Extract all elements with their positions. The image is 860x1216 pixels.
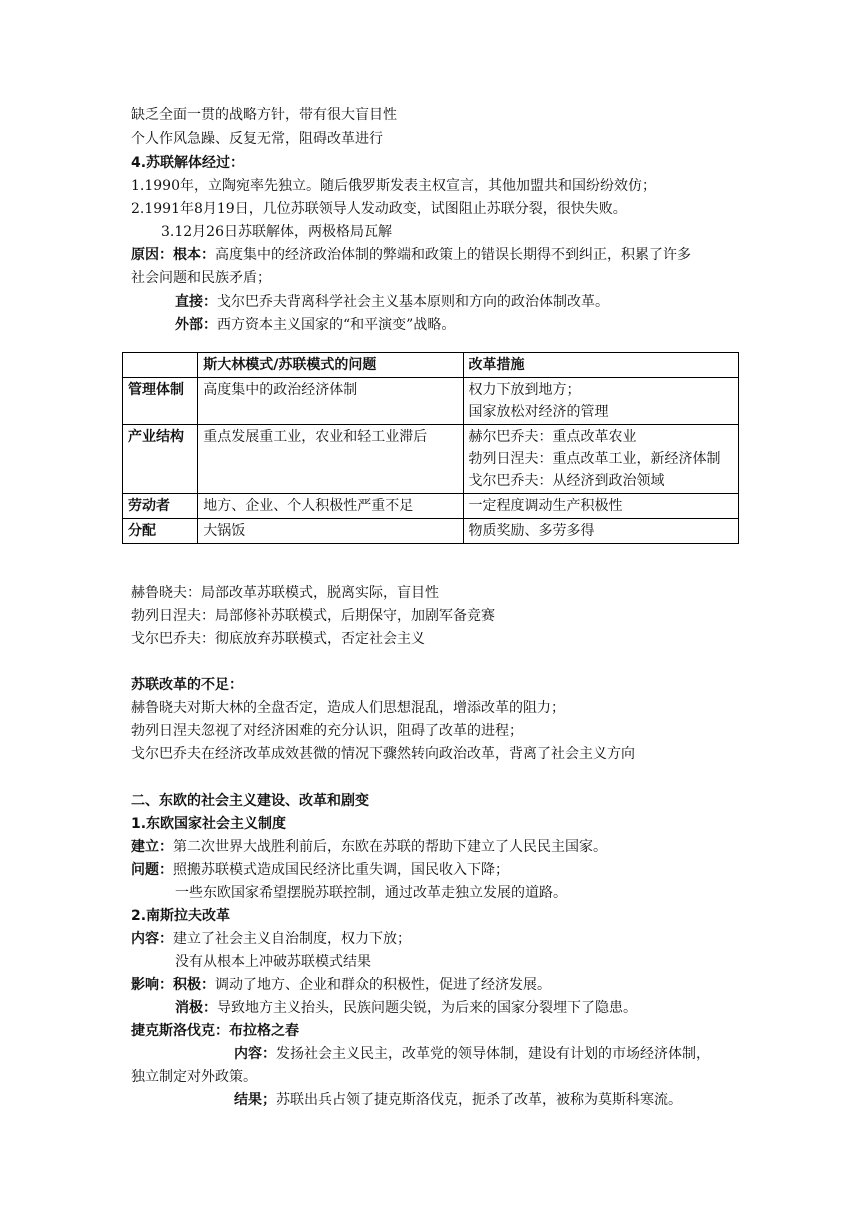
- table-cell-reform: [463, 425, 738, 494]
- table-row: [123, 494, 739, 519]
- negative-line: [175, 998, 637, 1018]
- table-cell-category: 分配: [123, 519, 198, 544]
- text-line: 一些东欧国家希望摆脱苏联控制，通过改革走独立发展的道路。: [175, 885, 567, 901]
- direct-text: 戈尔巴乔夫背离科学社会主义基本原则和方向的政治体制改革。: [217, 294, 609, 310]
- external-text: 西方资本主义国家的“和平演变”战略。: [217, 317, 456, 333]
- table-cell-problem: 大锅饭: [198, 519, 463, 544]
- sub-heading: 捷克斯洛伐克：布拉格之春: [131, 1023, 299, 1039]
- text-line: 3.12月26日苏联解体，两极格局瓦解: [161, 224, 392, 240]
- negative-label: 消极：: [175, 1000, 217, 1016]
- positive-label: 积极：: [173, 977, 215, 993]
- impact-label: 影响：: [131, 977, 173, 993]
- section-heading: 苏联改革的不足：: [131, 677, 243, 693]
- section-heading: 4.苏联解体经过：: [131, 155, 245, 171]
- content-label: 内容：: [131, 931, 173, 947]
- table-row: [123, 519, 739, 544]
- problem-text: 照搬苏联模式造成国民经济比重失调，国民收入下降；: [173, 862, 509, 878]
- causes-root-line: [131, 245, 691, 265]
- root-text: 高度集中的经济政治体制的弊端和政策上的错误长期得不到纠正，积累了许多: [215, 247, 691, 263]
- text-line: 赫鲁晓夫：局部改革苏联模式，脱离实际，盲目性: [131, 585, 439, 601]
- table-cell-reform: 物质奖励、多劳多得: [463, 519, 738, 544]
- section-title: 二、东欧的社会主义建设、改革和剧变: [131, 793, 369, 809]
- positive-text: 调动了地方、企业和群众的积极性，促进了经济发展。: [215, 977, 551, 993]
- reform-line: 勃列日涅夫：重点改革工业，新经济体制: [468, 451, 721, 467]
- text-line: 勃列日涅夫：局部修补苏联模式，后期保守，加剧军备竞赛: [131, 608, 495, 624]
- text-line: 戈尔巴乔夫：彻底放弃苏联模式，否定社会主义: [131, 631, 425, 647]
- text-line: 社会问题和民族矛盾；: [131, 270, 271, 286]
- text-line: 2.1991年8月19日，几位苏联领导人发动政变，试图阻止苏联分裂，很快失败。: [131, 201, 627, 217]
- table-cell-problem: 重点发展重工业，农业和轻工业滞后: [198, 425, 463, 494]
- table-row: [123, 378, 739, 425]
- causes-direct-line: [175, 292, 609, 312]
- table-cell-category: 管理体制: [123, 378, 198, 425]
- reform-table: [122, 352, 739, 544]
- direct-label: 直接：: [175, 294, 217, 310]
- text-line: 个人作风急躁、反复无常，阻碍改革进行: [131, 131, 383, 147]
- establish-label: 建立：: [131, 839, 173, 855]
- reform-line: 戈尔巴乔夫：从经济到政治领域: [468, 473, 665, 489]
- sub-heading: 2.南斯拉夫改革: [131, 908, 231, 924]
- reform-line: 权力下放到地方；: [468, 382, 581, 398]
- table-header-cell: 斯大林模式/苏联模式的问题: [198, 353, 463, 378]
- czech-content-text: 发扬社会主义民主，改革党的领导体制，建设有计划的市场经济体制，: [276, 1046, 710, 1062]
- establish-line: [131, 837, 607, 857]
- czech-result-line: [234, 1090, 682, 1110]
- czech-result-label: 结果；: [234, 1092, 276, 1108]
- reform-line: 赫尔巴乔夫：重点改革农业: [468, 429, 637, 445]
- text-line: 独立制定对外政策。: [131, 1069, 257, 1085]
- table-cell-problem: 地方、企业、个人积极性严重不足: [198, 494, 463, 519]
- content-text: 建立了社会主义自治制度，权力下放；: [173, 931, 411, 947]
- table-cell-category: 劳动者: [123, 494, 198, 519]
- negative-text: 导致地方主义抬头，民族问题尖锐，为后来的国家分裂埋下了隐患。: [217, 1000, 637, 1016]
- establish-text: 第二次世界大战胜利前后，东欧在苏联的帮助下建立了人民民主国家。: [173, 839, 607, 855]
- text-line: 勃列日涅夫忽视了对经济困难的充分认识，阻碍了改革的进程；: [131, 723, 523, 739]
- table-cell-reform: 一定程度调动生产积极性: [463, 494, 738, 519]
- sub-heading: 1.东欧国家社会主义制度: [131, 816, 287, 832]
- text-line: 没有从根本上冲破苏联模式结果: [175, 954, 371, 970]
- problem-line: [131, 860, 509, 880]
- text-line: 赫鲁晓夫对斯大林的全盘否定，造成人们思想混乱，增添改革的阻力；: [131, 700, 565, 716]
- table-cell-reform: [463, 378, 738, 425]
- root-label: 根本：: [173, 247, 215, 263]
- impact-line: [131, 975, 551, 995]
- causes-external-line: [175, 315, 455, 335]
- table-header-cell: 改革措施: [463, 353, 738, 378]
- problem-label: 问题：: [131, 862, 173, 878]
- cause-label: 原因：: [131, 247, 173, 263]
- czech-content-label: 内容：: [234, 1046, 276, 1062]
- table-cell-problem: 高度集中的政治经济体制: [198, 378, 463, 425]
- reform-line: 国家放松对经济的管理: [468, 404, 609, 420]
- external-label: 外部：: [175, 317, 217, 333]
- table-header-cell: [123, 353, 198, 378]
- czech-result-text: 苏联出兵占领了捷克斯洛伐克，扼杀了改革，被称为莫斯科寒流。: [276, 1092, 682, 1108]
- table-header-row: [123, 353, 739, 378]
- table-cell-category: 产业结构: [123, 425, 198, 494]
- text-line: 1.1990年，立陶宛率先独立。随后俄罗斯发表主权宣言，其他加盟共和国纷纷效仿；: [131, 178, 656, 194]
- table-row: [123, 425, 739, 494]
- content-line: [131, 929, 411, 949]
- text-line: 缺乏全面一贯的战略方针，带有很大盲目性: [131, 107, 397, 123]
- czech-content-line: [234, 1044, 710, 1064]
- text-line: 戈尔巴乔夫在经济改革成效甚微的情况下骤然转向政治改革，背离了社会主义方向: [131, 746, 635, 762]
